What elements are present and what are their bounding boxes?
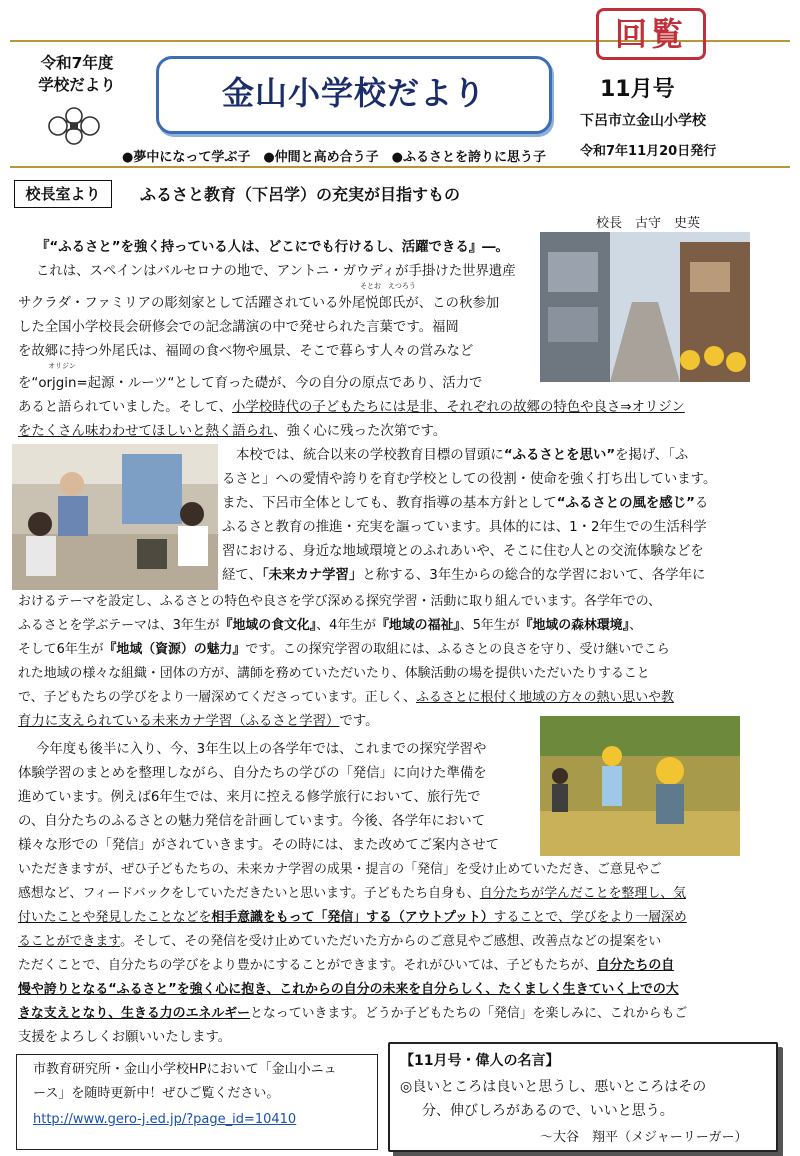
article-title: ふるさと教育（下呂学）の充実が目指すもの (140, 185, 461, 204)
line-32-text-b: となっていきます。どうか子どもたちの「発信」を楽しみに、これからもご (250, 1006, 688, 1021)
line-14-text-c: と称する、3年生からの総合的な学習において、各学年に (362, 568, 706, 583)
photo-classroom-visit (12, 444, 218, 590)
line-28-text-a: 付いたことや発見したことなどを (18, 910, 212, 925)
news-line-2: ース」を随時更新中！ぜひご覧ください。 (33, 1086, 280, 1101)
article-line-28 (18, 908, 687, 928)
line-30-text-a: ただくことで、自分たちの学びをより豊かにすることができます。それがひいては、子どもたちが、 (18, 958, 597, 973)
article-line-5: を故郷に持つ外尾氏は、福岡の食べ物や風景、そこで暮らす人々の営みなど (18, 344, 474, 359)
line-16-text-a: ふるさとを学ぶテーマは、3年生が (18, 618, 220, 633)
line-14-bold: 「未来カナ学習」 (261, 568, 363, 583)
issue-label: 11月号 (600, 77, 675, 102)
article-line-2: これは、スペインはバルセロナの地で、アントニ・ガウディが手掛けた世界遺産 (36, 264, 516, 279)
news-line-1: 市教育研究所・金山小学校HPにおいて「金山小ニュ (33, 1062, 337, 1077)
school-name: 下呂市立金山小学校 (580, 113, 706, 129)
article-line-14 (222, 566, 705, 586)
line-16-bold-3: 『地域の森林環境』 (519, 618, 630, 633)
year-label (22, 52, 132, 96)
line-9-text-a: 本校では、統合以来の学校教育目標の冒頭に (236, 448, 504, 463)
line-20-text-b: です。 (339, 714, 379, 729)
article-line-9 (236, 446, 688, 466)
ruby-sotoo: そとお えつろう (360, 282, 416, 290)
article-line-15: おけるテーマを設定し、ふるさとの特色や良さを学び深める探究学習・活動に取り組んでいます。各学年での、 (18, 594, 661, 609)
line-16-bold-2: 『地域の福祉』 (376, 618, 460, 633)
line-32-bold: きな支えとなり、生きる力のエネルギー (18, 1006, 251, 1021)
article-line-8 (18, 422, 446, 442)
line-11-text-a: また、下呂市全体としても、教育指導の基本方針として (222, 496, 557, 511)
ruby-origin: オリジン (48, 362, 76, 370)
line-16-text-e: 、5年生が (459, 618, 520, 633)
line-30-bold: 自分たちの自 (596, 958, 675, 973)
article-line-30 (18, 956, 674, 976)
header-bottom-rule (10, 166, 790, 168)
article-line-25: 様々な形での「発信」がされていきます。その時には、また改めてご案内させて (18, 838, 499, 853)
line-29-text-b: 。そして、その発信を受け止めていただいた方からのご意見やご感想、改善点などの提案をい (120, 934, 662, 949)
article-line-21: 今年度も後半に入り、今、3年生以上の各学年では、これまでの探究学習や (36, 742, 487, 757)
quote-line-1: ◎良いところは良いと思うし、悪いところはその (400, 1079, 707, 1095)
section-label: 校長室より (14, 180, 112, 208)
line-11-bold: “ふるさとの風を感じ” (556, 496, 695, 511)
news-notice-box (16, 1054, 378, 1150)
line-17-bold: 『地域（資源）の魅力』 (103, 642, 246, 657)
article-line-13: 習における、身近な地域環境とのふれあいや、そこに住む人との交流体験などを (222, 544, 704, 559)
line-16-text-g: 、 (629, 618, 643, 633)
photo-rice-harvest (540, 716, 740, 856)
line-28-bold: 相手意識をもって「発信」する（アウトプット） (211, 910, 494, 925)
quote-line-2: 分、伸びしろがあるので、いいと思う。 (422, 1103, 674, 1119)
line-8-underline: をたくさん味わわせてほしいと熱く語られ (18, 424, 274, 439)
newsletter-label: 学校だより (38, 76, 116, 94)
article-line-1: 『“ふるさと”を強く持っている人は、どこにでも行けるし、活躍できる』―。 (36, 240, 509, 255)
photo-narrow-street (540, 232, 750, 382)
quote-box (388, 1042, 778, 1152)
line-17-text-c: です。この探究学習の取組には、ふるさとの良さを守り、受け継いでこら (245, 642, 670, 657)
line-29-underline: ることができます (18, 934, 121, 949)
article-author: 校長 古守 史英 (596, 216, 701, 231)
article-line-7 (18, 398, 685, 418)
article-line-18: れた地域の様々な組織・団体の方が、講師を務めていただいたり、体験活動の場を提供いただいたりすること (18, 666, 650, 681)
article-line-32 (18, 1004, 687, 1024)
line-9-text-c: を掲げ、「ふ (615, 448, 689, 463)
article-line-22: 体験学習のまとめを整理しながら、自分たちの学びの「発信」に向けた準備を (18, 766, 487, 781)
line-7-text: あると語られていました。そして、 (18, 400, 232, 415)
article-line-33: 支援をよろしくお願いいたします。 (18, 1030, 232, 1045)
line-8-text: 、強く心に残った次第です。 (273, 424, 447, 439)
line-19-underline: ふるさとに根付く地域の方々の熱い思いや教 (416, 690, 674, 705)
news-link[interactable]: http://www.gero-j.ed.jp/?page_id=10410 (33, 1112, 297, 1127)
article-line-16 (18, 616, 642, 636)
line-27-underline: 自分たちが学んだことを整理し、気 (479, 886, 686, 901)
article-line-20 (18, 712, 378, 732)
newsletter-title: 金山小学校だより (221, 74, 486, 112)
line-9-bold: “ふるさとを思い” (503, 448, 616, 463)
quote-heading: 【11月号・偉人の名言】 (400, 1053, 560, 1069)
article-line-17 (18, 640, 670, 660)
article-line-10: るさと」への愛情や誇りを育む学校としての役割・使命を強く打ち出しています。 (222, 472, 717, 487)
quote-attribution: ～大谷 翔平（メジャーリーガー） (540, 1130, 748, 1145)
school-motto: ●夢中になって学ぶ子 ●仲間と高め合う子 ●ふるさとを誇りに思う子 (122, 150, 547, 165)
line-20-underline: 育力に支えられている未来カナ学習（ふるさと学習） (18, 714, 340, 729)
line-27-text-a: 感想など、フィードバックをしていただきたいと思います。子どもたち自身も、 (18, 886, 480, 901)
kairan-stamp: 回覧 (596, 8, 706, 60)
line-16-bold-1: 『地域の食文化』 (219, 618, 317, 633)
article-line-12: ふるさと教育の推進・充実を謳っています。具体的には、1・2年生での生活科学 (222, 520, 707, 535)
fiscal-year: 令和7年度 (40, 54, 114, 72)
article-line-11 (222, 494, 708, 514)
line-17-text-a: そして6年生が (18, 642, 104, 657)
article-line-29 (18, 932, 661, 952)
line-16-text-c: 、4年生が (316, 618, 377, 633)
article-line-24: の、自分たちのふるさとの魅力発信を計画しています。今後、各学年において (18, 814, 486, 829)
line-28-text-c: することで、学びをより一層深め (493, 910, 687, 925)
school-emblem-icon (46, 106, 102, 146)
article-line-3: サクラダ・ファミリアの彫刻家として活躍されている外尾悦郎氏が、この秋参加 (18, 296, 500, 311)
line-19-text-a: で、子どもたちの学びをより一層深めてくださっています。正しく、 (18, 690, 417, 705)
article-line-6: を“orjgin=起源・ルーツ“として育った礎が、今の自分の原点であり、活力で (18, 376, 483, 391)
issue-date: 令和7年11月20日発行 (580, 144, 717, 159)
line-11-text-c: る (694, 496, 709, 511)
article-line-4: した全国小学校長会研修会での記念講演の中で発せられた言葉です。福岡 (18, 320, 459, 335)
article-line-19 (18, 688, 674, 708)
article-line-31: 慢や誇りとなる“ふるさと”を強く心に抱き、これからの自分の未来を自分らしく、たくましく生きていく上での大 (18, 982, 679, 997)
line-14-text-a: 経て、 (222, 568, 262, 583)
article-line-23: 進めています。例えば6年生では、来月に控える修学旅行において、旅行先で (18, 790, 481, 805)
article-line-27 (18, 884, 686, 904)
line-7-underline: 小学校時代の子どもたちには是非、それぞれの故郷の特色や良さ⇒オリジン (231, 400, 685, 415)
article-line-26: いただきますが、ぜひ子どもたちの、未来カナ学習の成果・提言の「発信」を受け止めていただき、ご意見やご (18, 862, 662, 877)
